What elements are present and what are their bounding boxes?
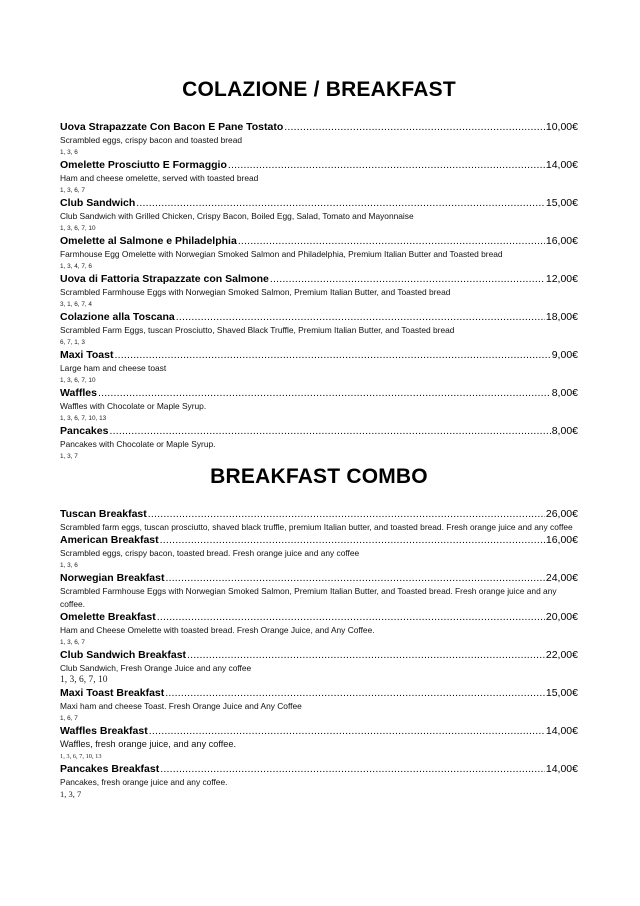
item-description: Maxi ham and cheese Toast. Fresh Orange Juice and Any Coffee [60,701,302,711]
menu-item [60,349,578,387]
item-allergens: 1, 3, 6, 7, 10, 13 [60,753,102,760]
dot-leader [109,425,550,438]
dot-leader [270,273,545,286]
dot-leader [114,349,550,362]
item-allergens: 1, 3, 7 [60,789,82,799]
item-price: 20,00€ [545,611,578,623]
item-name: Tuscan Breakfast [60,508,147,520]
item-name: Waffles Breakfast [60,725,148,737]
dot-leader [160,763,545,776]
item-name: Norwegian Breakfast [60,572,165,584]
item-name: Pancakes [60,425,109,437]
item-name: American Breakfast [60,534,159,546]
item-description: Pancakes with Chocolate or Maple Syrup. [60,439,216,449]
item-allergens: 1, 6, 7 [60,715,78,722]
item-description: Scrambled eggs, crispy bacon and toasted bread [60,135,243,145]
menu-item [60,725,578,763]
menu-item [60,159,578,197]
menu-item [60,273,578,311]
menu-item [60,534,578,572]
item-name: Uova di Fattoria Strapazzate con Salmone [60,273,269,285]
item-price: 18,00€ [545,311,578,323]
section-title-breakfast: COLAZIONE / BREAKFAST [182,78,456,101]
menu-item [60,572,578,611]
item-description: Waffles, fresh orange juice, and any coffee. [60,739,237,749]
item-name: Waffles [60,387,97,399]
item-allergens: 1, 3, 6, 7, 10, 13 [60,415,107,422]
item-price: 14,00€ [545,725,578,737]
item-allergens: 3, 1, 6, 7, 4 [60,301,92,308]
item-price: 14,00€ [545,763,578,775]
item-name: Club Sandwich Breakfast [60,649,187,661]
item-price: 8,00€ [551,387,578,399]
item-name: Club Sandwich [60,197,136,209]
combo-items [60,508,578,801]
item-price: 15,00€ [545,687,578,699]
item-description: Pancakes, fresh orange juice and any coffee. [60,777,228,787]
item-description: Club Sandwich with Grilled Chicken, Crispy Bacon, Boiled Egg, Salad, Tomato and Mayonnaise [60,211,414,221]
breakfast-items [60,121,578,463]
menu-item [60,763,578,801]
item-price: 16,00€ [545,534,578,546]
item-allergens: 1, 3, 6, 7, 10 [60,225,96,232]
item-price: 8,00€ [551,425,578,437]
menu-item [60,508,578,534]
item-allergens: 1, 3, 6, 7, 10 [60,675,108,685]
item-description: Ham and Cheese Omelette with toasted bread. Fresh Orange Juice, and Any Coffee. [60,625,375,635]
menu-item [60,611,578,649]
dot-leader [238,235,545,248]
item-price: 9,00€ [551,349,578,361]
item-allergens: 1, 3, 6, 7 [60,187,85,194]
dot-leader [149,725,545,738]
dot-leader [136,197,545,210]
item-description: Scrambled eggs, crispy bacon, toasted bread. Fresh orange juice and any coffee [60,548,360,558]
dot-leader [187,649,545,662]
menu-item [60,425,578,463]
item-name: Maxi Toast Breakfast [60,687,165,699]
item-allergens: 1, 3, 6 [60,149,78,156]
item-name: Omelette Breakfast [60,611,156,623]
section-title-breakfast-combo: BREAKFAST COMBO [210,465,428,488]
item-price: 26,00€ [545,508,578,520]
item-description: Scrambled Farmhouse Eggs with Norwegian Smoked Salmon, Premium Italian Butter, and Toasted bread [60,287,451,297]
item-description: Scrambled farm eggs, tuscan prosciutto, shaved black truffle, premium Italian butter, and toasted bread. Fresh orange juice and any coffee [60,522,573,532]
item-description: Scrambled Farmhouse Eggs with Norwegian Smoked Salmon, Premium Italian Butter, and Toasted bread. Fresh orange juice and any coffee. [60,586,557,609]
item-name: Omelette Prosciutto E Formaggio [60,159,227,171]
menu-item [60,649,578,687]
item-allergens: 1, 3, 6, 7, 10 [60,377,96,384]
item-description: Scrambled Farm Eggs, tuscan Prosciutto, Shaved Black Truffle, Premium Italian Butter, and Toasted bread [60,325,455,335]
dot-leader [98,387,551,400]
item-allergens: 1, 3, 6, 7 [60,639,85,646]
item-description: Large ham and cheese toast [60,363,167,373]
dot-leader [160,534,545,547]
dot-leader [165,572,544,585]
item-allergens: 6, 7, 1, 3 [60,339,85,346]
item-allergens: 1, 3, 6 [60,562,78,569]
menu-item [60,687,578,725]
menu-item [60,311,578,349]
dot-leader [157,611,545,624]
item-name: Uova Strapazzate Con Bacon E Pane Tostato [60,121,284,133]
item-price: 22,00€ [545,649,578,661]
item-description: Ham and cheese omelette, served with toasted bread [60,173,259,183]
item-price: 24,00€ [545,572,578,584]
item-description: Farmhouse Egg Omelette with Norwegian Smoked Salmon and Philadelphia, Premium Italian Butter and Toasted bread [60,249,503,259]
item-price: 12,00€ [545,273,578,285]
item-price: 10,00€ [545,121,578,133]
menu-item [60,121,578,159]
item-name: Maxi Toast [60,349,114,361]
item-name: Pancakes Breakfast [60,763,160,775]
dot-leader [176,311,545,324]
dot-leader [148,508,545,521]
item-price: 15,00€ [545,197,578,209]
dot-leader [284,121,545,134]
menu-item [60,197,578,235]
item-description: Waffles with Chocolate or Maple Syrup. [60,401,207,411]
menu-item [60,235,578,273]
dot-leader [228,159,545,172]
item-description: Club Sandwich, Fresh Orange Juice and any coffee [60,663,252,673]
dot-leader [165,687,545,700]
menu-item [60,387,578,425]
item-allergens: 1, 3, 4, 7, 6 [60,263,92,270]
item-price: 14,00€ [545,159,578,171]
item-name: Colazione alla Toscana [60,311,175,323]
item-price: 16,00€ [545,235,578,247]
item-name: Omelette al Salmone e Philadelphia [60,235,237,247]
item-allergens: 1, 3, 7 [60,453,78,460]
